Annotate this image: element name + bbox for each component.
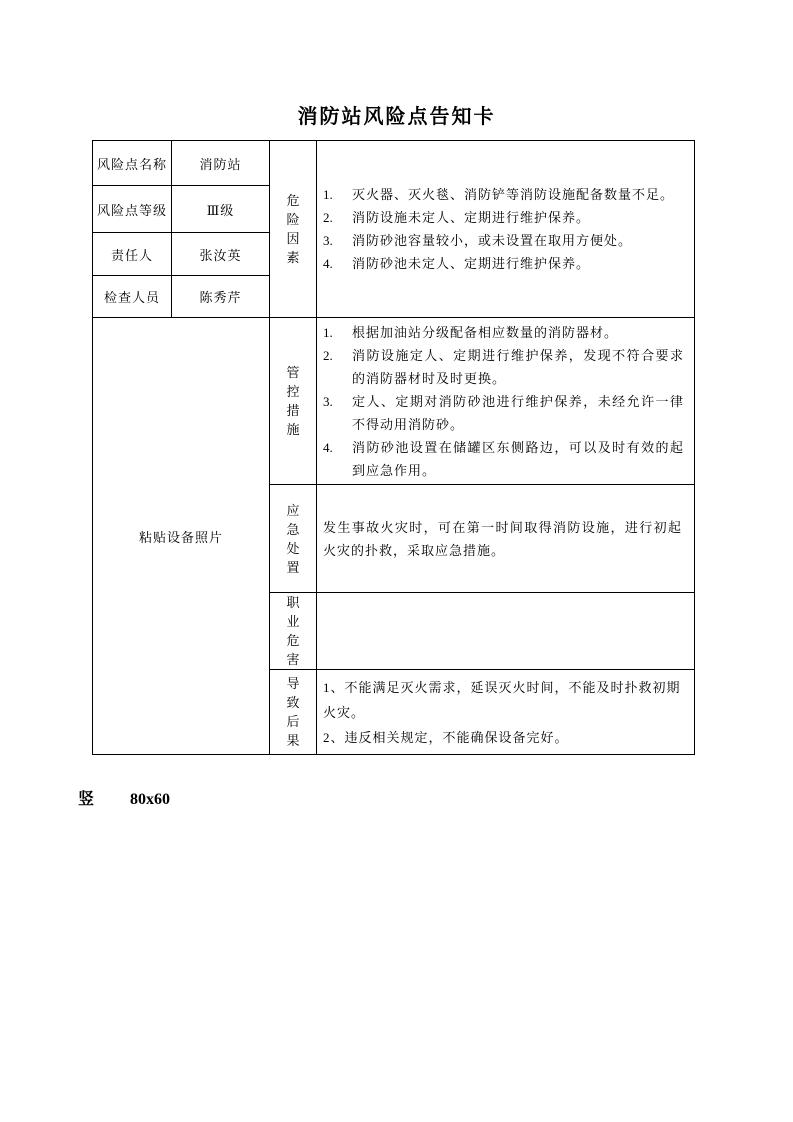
orientation-label: 竖	[78, 791, 95, 808]
consequence-line: 1、不能满足灭火需求，延误灭火时间，不能及时扑救初期火灾。	[323, 679, 681, 720]
list-item	[323, 252, 684, 275]
info-value-inspector: 陈秀芹	[172, 276, 270, 318]
list-item-text: 消防设施未定人、定期进行维护保养。	[352, 210, 591, 225]
list-item	[323, 390, 684, 436]
hazard-factors-content-cell	[317, 141, 695, 318]
control-measures-vertical-label: 管控措施	[286, 365, 300, 437]
list-item-number: 3.	[323, 233, 333, 248]
section-label-consequences	[270, 670, 317, 755]
hazard-factors-vertical-label: 危险因素	[286, 193, 300, 265]
list-item	[323, 321, 684, 344]
list-item-number: 4.	[323, 256, 333, 271]
consequences-content-cell	[317, 670, 695, 755]
list-item-text: 灭火器、灭火毯、消防铲等消防设施配备数量不足。	[352, 187, 675, 202]
info-label-inspector: 检查人员	[93, 276, 172, 318]
info-value-risk-point-level: Ⅲ级	[172, 186, 270, 233]
list-item-text: 根据加油站分级配备相应数量的消防器材。	[352, 324, 619, 340]
info-value-responsible-person: 张汝英	[172, 233, 270, 276]
photo-size-label: 80x60	[130, 791, 171, 808]
section-label-occupational-hazard	[270, 593, 317, 670]
list-item-number: 3.	[323, 393, 333, 409]
page-title: 消防站风险点告知卡	[297, 106, 496, 128]
list-item-text: 消防设施定人、定期进行维护保养，发现不符合要求的消防器材时及时更换。	[352, 347, 684, 386]
footer-note	[78, 786, 170, 809]
emergency-response-vertical-label: 应急处置	[286, 502, 300, 575]
list-item-text: 消防砂池设置在储罐区东侧路边，可以及时有效的起到应急作用。	[352, 439, 684, 478]
list-item-number: 2.	[323, 210, 333, 225]
occupational-hazard-content-cell	[317, 593, 695, 670]
info-value-risk-point-name: 消防站	[172, 141, 270, 186]
section-label-emergency-response	[270, 485, 317, 593]
list-item	[323, 436, 684, 482]
hazard-factors-list	[317, 181, 694, 277]
list-item-number: 1.	[323, 187, 333, 202]
list-item-number: 2.	[323, 347, 333, 363]
risk-table	[92, 140, 695, 755]
list-item-number: 4.	[323, 439, 333, 455]
list-item-text: 消防砂池未定人、定期进行维护保养。	[352, 256, 591, 271]
emergency-response-text: 发生事故火灾时，可在第一时间取得消防设施，进行初起火灾的扑救，采取应急措施。	[323, 519, 682, 558]
consequence-line: 2、违反相关规定，不能确保设备完好。	[323, 729, 569, 745]
emergency-response-content-cell	[317, 485, 695, 593]
list-item-number: 1.	[323, 324, 333, 340]
control-measures-content-cell	[317, 318, 695, 485]
photo-placeholder-cell: 粘贴设备照片	[93, 318, 270, 755]
section-label-hazard-factors	[270, 141, 317, 318]
section-label-control-measures	[270, 318, 317, 485]
control-measures-list	[317, 319, 694, 484]
list-item	[323, 206, 684, 229]
list-item-text: 消防砂池容量较小，或未设置在取用方便处。	[352, 233, 633, 248]
list-item-text: 定人、定期对消防砂池进行维护保养，未经允许一律不得动用消防砂。	[352, 393, 684, 432]
info-label-risk-point-name: 风险点名称	[93, 141, 172, 186]
info-label-risk-point-level: 风险点等级	[93, 186, 172, 233]
info-label-responsible-person: 责任人	[93, 233, 172, 276]
list-item	[323, 229, 684, 252]
list-item	[323, 183, 684, 206]
occupational-hazard-vertical-label: 职业危害	[286, 595, 300, 667]
consequences-vertical-label: 导致后果	[286, 676, 300, 748]
list-item	[323, 344, 684, 390]
